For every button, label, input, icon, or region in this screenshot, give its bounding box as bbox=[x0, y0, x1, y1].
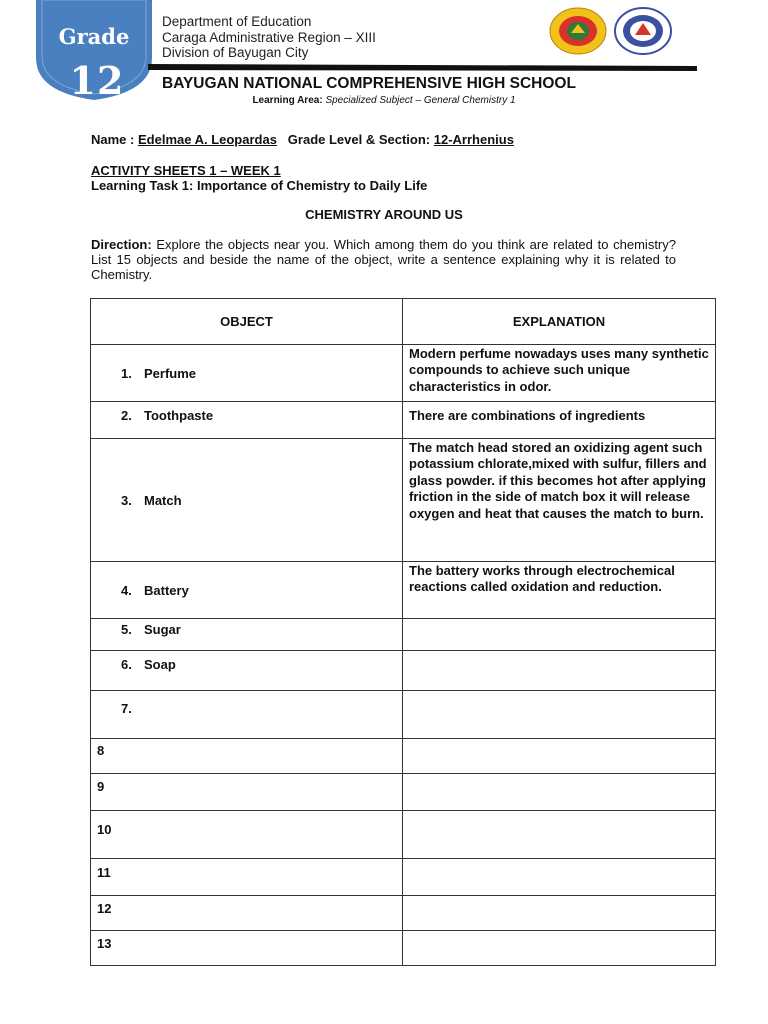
student-section: 12-Arrhenius bbox=[433, 132, 514, 147]
object-cell bbox=[91, 345, 403, 402]
table-row bbox=[91, 774, 716, 811]
row-number: 13 bbox=[97, 936, 112, 951]
table-row bbox=[91, 562, 716, 619]
object-name: Perfume bbox=[144, 365, 197, 381]
row-number: 4. bbox=[121, 582, 132, 598]
object-cell bbox=[91, 931, 403, 966]
section-label: Grade Level & Section: bbox=[287, 132, 431, 147]
object-name: Toothpaste bbox=[144, 408, 214, 423]
explanation-cell[interactable] bbox=[403, 896, 716, 931]
table-row bbox=[91, 345, 716, 402]
activity-title: ACTIVITY SHEETS 1 – WEEK 1 bbox=[91, 163, 281, 178]
object-cell bbox=[91, 562, 403, 619]
row-number: 1. bbox=[121, 365, 132, 381]
row-number: 3. bbox=[121, 492, 132, 508]
row-number: 12 bbox=[97, 901, 112, 916]
explanation-cell[interactable] bbox=[403, 774, 716, 811]
department-name: Department of Education bbox=[162, 14, 312, 29]
object-cell bbox=[91, 774, 403, 811]
table-row bbox=[91, 896, 716, 931]
explanation-cell[interactable] bbox=[403, 619, 716, 651]
object-cell bbox=[91, 402, 403, 439]
explanation-cell[interactable] bbox=[403, 811, 716, 859]
learning-area bbox=[0, 95, 768, 106]
row-number: 5. bbox=[121, 622, 132, 637]
object-cell bbox=[91, 691, 403, 739]
table-row bbox=[91, 402, 716, 439]
table-row bbox=[91, 931, 716, 966]
table-row bbox=[91, 651, 716, 691]
explanation-cell[interactable]: The match head stored an oxidizing agent such potassium chlorate,mixed with sulfur, fillers and glass powder. if this becomes hot after applying friction in the side of match box it will release oxygen and heat that causes the match to burn. bbox=[403, 439, 716, 562]
direction-label: Direction: bbox=[91, 237, 152, 252]
table-row bbox=[91, 691, 716, 739]
table-row bbox=[91, 439, 716, 562]
school-name: BAYUGAN NATIONAL COMPREHENSIVE HIGH SCHOOL bbox=[162, 75, 576, 92]
table-row bbox=[91, 859, 716, 896]
row-number: 2. bbox=[121, 408, 132, 423]
object-explanation-table bbox=[90, 298, 716, 966]
row-number: 7. bbox=[121, 701, 132, 716]
student-info-line bbox=[91, 132, 514, 147]
name-label: Name : bbox=[91, 132, 135, 147]
table-row bbox=[91, 619, 716, 651]
object-name: Battery bbox=[144, 582, 189, 598]
badge-grade-label: Grade bbox=[58, 24, 130, 49]
badge-grade-number: 12 bbox=[69, 58, 125, 103]
grade-badge bbox=[36, 0, 152, 103]
object-name: Match bbox=[144, 492, 182, 508]
student-name: Edelmae A. Leopardas bbox=[137, 132, 277, 147]
learning-area-value: Specialized Subject – General Chemistry 1 bbox=[325, 95, 516, 106]
direction-paragraph bbox=[91, 237, 676, 283]
explanation-cell[interactable] bbox=[403, 859, 716, 896]
kagawaran-seal-icon bbox=[614, 7, 672, 55]
explanation-cell[interactable]: There are combinations of ingredients bbox=[403, 402, 716, 439]
explanation-cell[interactable]: Modern perfume nowadays uses many synthetic compounds to achieve such unique characteristics in odor. bbox=[403, 345, 716, 402]
sheet-heading: CHEMISTRY AROUND US bbox=[305, 207, 463, 222]
header-department-block bbox=[162, 14, 376, 61]
header-divider-bar bbox=[148, 64, 697, 72]
explanation-cell[interactable]: The battery works through electrochemical reactions called oxidation and reduction. bbox=[403, 562, 716, 619]
object-cell bbox=[91, 619, 403, 651]
learning-area-label: Learning Area: bbox=[252, 95, 323, 106]
learning-task: Learning Task 1: Importance of Chemistry to Daily Life bbox=[91, 178, 428, 193]
object-name: Sugar bbox=[144, 622, 181, 637]
object-name: Soap bbox=[144, 657, 176, 672]
explanation-cell[interactable] bbox=[403, 691, 716, 739]
division-name: Division of Bayugan City bbox=[162, 45, 309, 60]
header-explanation: EXPLANATION bbox=[403, 299, 716, 345]
object-cell bbox=[91, 811, 403, 859]
row-number: 8 bbox=[97, 743, 105, 758]
table-header-row bbox=[91, 299, 716, 345]
deped-seal-icon bbox=[549, 7, 607, 55]
table-row bbox=[91, 739, 716, 774]
explanation-cell[interactable] bbox=[403, 651, 716, 691]
header-object: OBJECT bbox=[91, 299, 403, 345]
object-cell bbox=[91, 439, 403, 562]
row-number: 9 bbox=[97, 779, 105, 794]
region-name: Caraga Administrative Region – XIII bbox=[162, 29, 376, 45]
object-cell bbox=[91, 896, 403, 931]
table-row bbox=[91, 811, 716, 859]
explanation-cell[interactable] bbox=[403, 931, 716, 966]
direction-text: Explore the objects near you. Which among them do you think are related to chemistry? List 15 objects and beside the name of the object, write a sentence explaining why it is related to Chemistry. bbox=[91, 237, 676, 283]
row-number: 6. bbox=[121, 657, 132, 672]
object-cell bbox=[91, 651, 403, 691]
object-cell bbox=[91, 739, 403, 774]
object-cell bbox=[91, 859, 403, 896]
explanation-cell[interactable] bbox=[403, 739, 716, 774]
row-number: 10 bbox=[97, 822, 112, 837]
row-number: 11 bbox=[97, 865, 111, 880]
